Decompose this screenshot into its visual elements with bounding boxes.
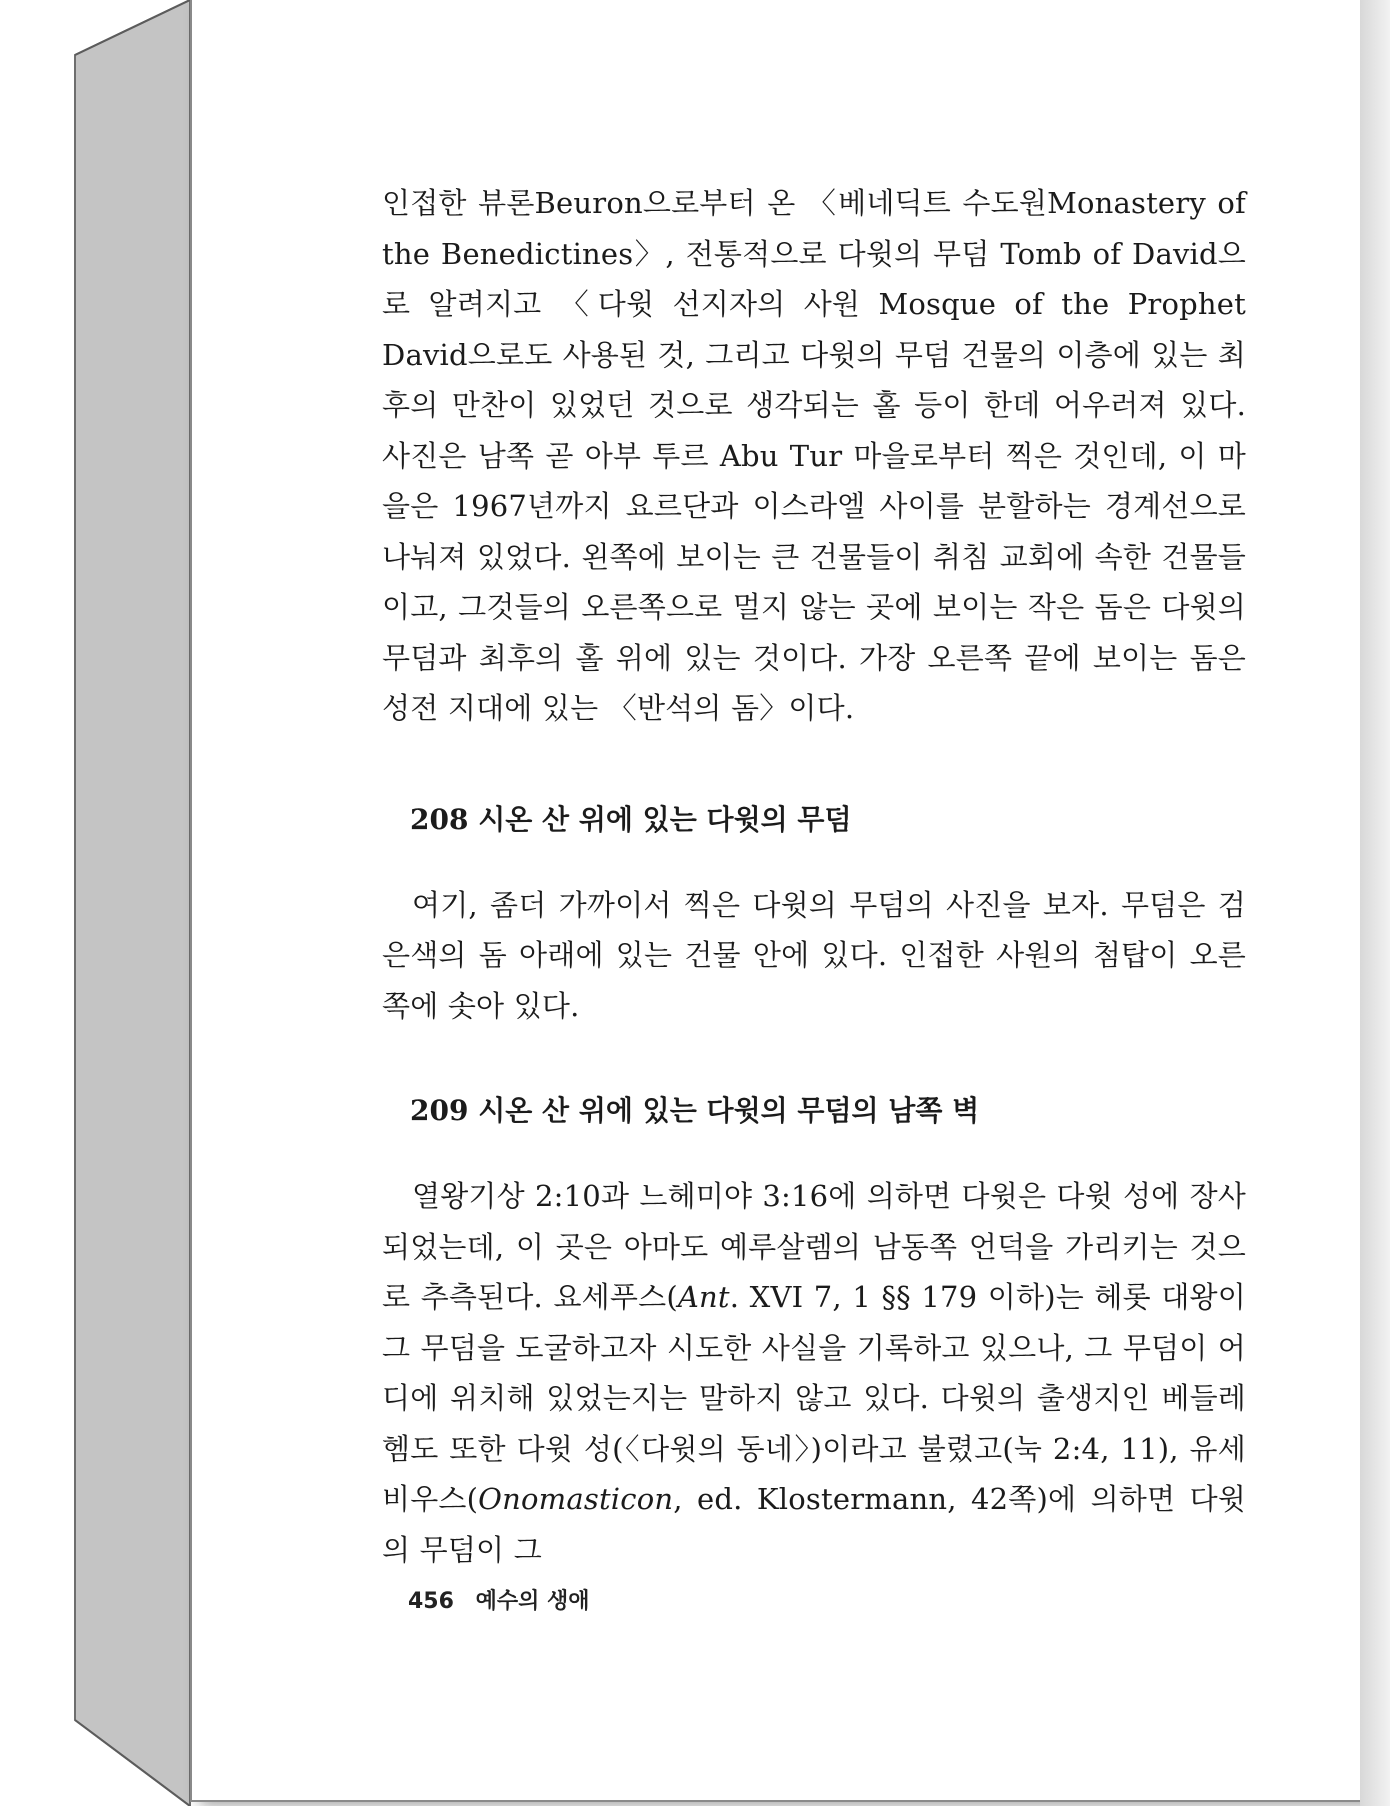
page-content [382,178,1246,1575]
running-title: 예수의 생애 [475,1589,590,1614]
paragraph-208: 여기, 좀더 가까이서 찍은 다윗의 무덤의 사진을 보자. 무덤은 검은색의 돔 아래에 있는 건물 안에 있다. 인접한 사원의 첨탑이 오른쪽에 솟아 있다. [382,887,1246,1023]
paragraph-209 [382,1171,1246,1575]
section-heading-209: 209 시온 산 위에 있는 다윗의 무덤의 남쪽 벽 [410,1094,980,1127]
citation-ant: Ant [677,1280,730,1314]
section-heading-208: 208 시온 산 위에 있는 다윗의 무덤 [410,802,852,836]
paragraph-209-part-2: . XVI 7, 1 §§ 179 이하)는 헤롯 대왕이 그 무덤을 도굴하고자 시도한 사실을 기록하고 있으나, 그 무덤이 어디에 위치해 있었는지는 말하지 않고 있다. 다윗의 출생지인 베들레헴도 또한 다윗 성(〈다윗의 동네〉)이라고 불렸고(눅 2:4, 11), 유세비우스( [382,1280,1246,1516]
citation-onomasticon: Onomasticon [478,1482,674,1516]
paragraph-209-part-3: , ed. Klostermann, 42쪽)에 의하면 다윗의 무덤이 그 [382,1482,1246,1567]
page-number: 456 [408,1589,454,1614]
page-edge [1360,0,1390,1806]
paragraph-intro: 인접한 뷰론Beuron으로부터 온 〈베네딕트 수도원Monastery of the Benedictines〉, 전통적으로 다윗의 무덤 Tomb of David으로 알려지고 〈다윗 선지자의 사원 Mosque of the Prophet David으로도 사용된 것, 그리고 다윗의 무덤 건물의 이층에 있는 최후의 만찬이 있었던 것으로 생각되는 홀 등이 한데 어우러져 있다. 사진은 남쪽 곧 아부 투르 Abu Tur 마을로부터 찍은 것인데, 이 마을은 1967년까지 요르단과 이스라엘 사이를 분할하는 경계선으로 나눠져 있었다. 왼쪽에 보이는 큰 건물들이 취침 교회에 속한 건물들이고, 그것들의 오른쪽으로 멀지 않는 곳에 보이는 작은 돔은 다윗의 무덤과 최후의 홀 위에 있는 것이다. 가장 오른쪽 끝에 보이는 돔은 성전 지대에 있는 〈반석의 돔〉이다. [382,186,1246,725]
paragraph-209-part-1: 열왕기상 2:10과 느헤미야 3:16에 의하면 다윗은 다윗 성에 장사되었는데, 이 곳은 아마도 예루살렘의 남동쪽 언덕을 가리키는 것으로 추측된다. 요세푸스( [382,1179,1246,1314]
page-footer [408,1584,590,1615]
